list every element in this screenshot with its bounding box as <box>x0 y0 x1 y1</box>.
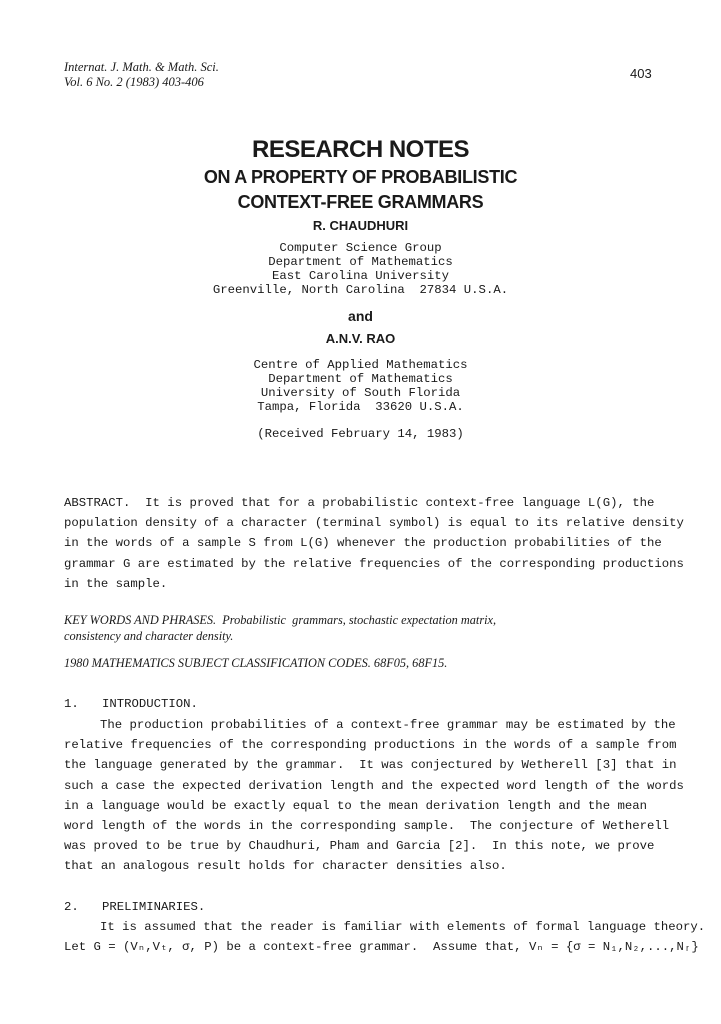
author-separator: and <box>348 308 373 324</box>
title-line-1: RESEARCH NOTES <box>251 136 470 163</box>
journal-line-1: Internat. J. Math. & Math. Sci. <box>64 60 219 74</box>
affiliation-line: Centre of Applied Mathematics <box>253 358 468 372</box>
page-number: 403 <box>630 66 652 81</box>
title-line-3: CONTEXT-FREE GRAMMARS <box>237 192 484 212</box>
abstract-line: grammar G are estimated by the relative frequencies of the corresponding productions <box>64 556 684 571</box>
section-heading <box>64 697 664 711</box>
affiliation-line: University of South Florida <box>260 386 461 400</box>
body-line: that an analogous result holds for character densities also. <box>64 859 507 874</box>
author-affiliation <box>0 241 721 297</box>
section-number: 2. <box>64 900 79 914</box>
affiliation-line: East Carolina University <box>271 269 450 283</box>
body-line: the language generated by the grammar. It was conjectured by Wetherell [3] that in <box>64 758 677 773</box>
section-heading <box>64 900 664 914</box>
body-line: in a language would be exactly equal to the mean derivation length and the mean <box>64 798 647 813</box>
keywords <box>64 612 664 644</box>
author-name: R. CHAUDHURI <box>312 218 409 233</box>
abstract-line: in the words of a sample S from L(G) whenever the production probabilities of the <box>64 536 662 551</box>
keywords-line: consistency and character density. <box>64 629 234 643</box>
keywords-line: KEY WORDS AND PHRASES. Probabilistic grammars, stochastic expectation matrix, <box>64 613 497 627</box>
abstract-line: in the sample. <box>64 576 168 591</box>
journal-line-2: Vol. 6 No. 2 (1983) 403-406 <box>64 75 204 89</box>
section-title: INTRODUCTION. <box>102 697 198 711</box>
section-title: PRELIMINARIES. <box>102 900 206 914</box>
body-line: relative frequencies of the corresponding productions in the words of a sample from <box>64 738 677 753</box>
author-affiliation <box>0 358 721 414</box>
body-line: word length of the words in the corresponding sample. The conjecture of Wetherell <box>64 819 670 834</box>
affiliation-line: Greenville, North Carolina 27834 U.S.A. <box>212 283 509 297</box>
body-line: was proved to be true by Chaudhuri, Pham and Garcia [2]. In this note, we prove <box>64 839 655 854</box>
body-line: It is assumed that the reader is familiar with elements of formal language theory. <box>100 920 706 934</box>
received-date: (Received February 14, 1983) <box>257 427 464 441</box>
affiliation-line: Computer Science Group <box>279 241 442 255</box>
body-line: The production probabilities of a context-free grammar may be estimated by the <box>100 718 676 732</box>
section-number: 1. <box>64 697 79 711</box>
abstract <box>64 493 684 594</box>
body-line: such a case the expected derivation length and the expected word length of the words <box>64 778 684 793</box>
body-line: Let G = (Vₙ,Vₜ, σ, P) be a context-free grammar. Assume that, Vₙ = {σ = N₁,N₂,...,Nᵣ} <box>64 940 699 955</box>
author-name: A.N.V. RAO <box>325 331 396 346</box>
affiliation-line: Department of Mathematics <box>268 372 453 386</box>
journal-citation <box>64 60 219 90</box>
abstract-line: population density of a character (terminal symbol) is equal to its relative density <box>64 516 684 531</box>
subject-classification: 1980 MATHEMATICS SUBJECT CLASSIFICATION CODES. 68F05, 68F15. <box>64 656 448 670</box>
section-body <box>64 715 684 877</box>
abstract-line: ABSTRACT. It is proved that for a probabilistic context-free language L(G), the <box>64 496 655 510</box>
title-line-2: ON A PROPERTY OF PROBABILISTIC <box>203 167 518 187</box>
section-body <box>64 917 706 957</box>
affiliation-line: Tampa, Florida 33620 U.S.A. <box>257 400 464 414</box>
affiliation-line: Department of Mathematics <box>268 255 453 269</box>
